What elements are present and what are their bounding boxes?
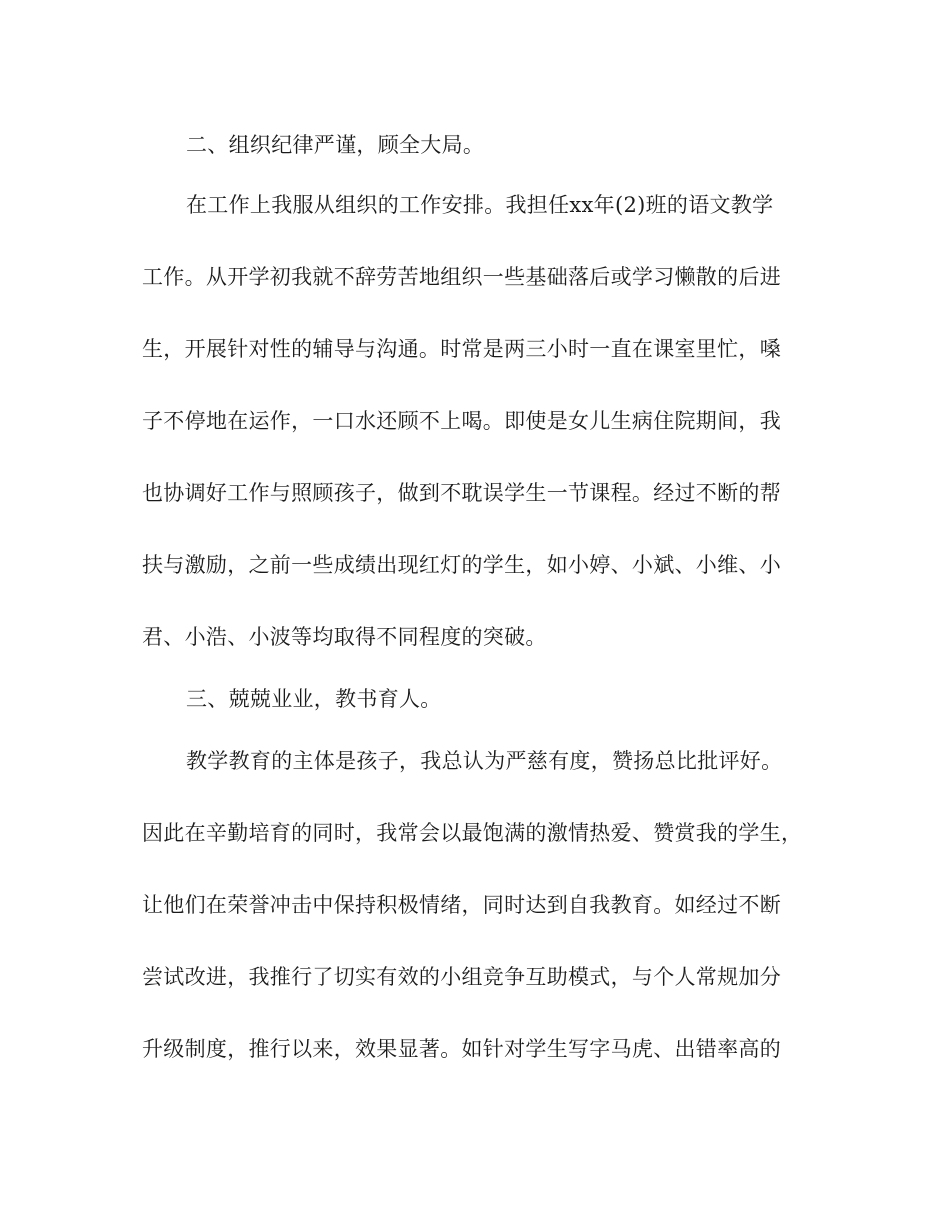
paragraph-line: 君、小浩、小波等均取得不同程度的突破。 (142, 625, 547, 649)
paragraph-line: 升级制度，推行以来，效果显著。如针对学生写字马虎、出错率高的 (142, 1037, 781, 1061)
paragraph-line: 因此在辛勤培育的同时，我常会以最饱满的激情热爱、赞赏我的学生， (142, 821, 803, 845)
paragraph-line: 让他们在荣誉冲击中保持积极情绪，同时达到自我教育。如经过不断 (142, 893, 781, 917)
paragraph-line: 扶与激励，之前一些成绩出现红灯的学生，如小婷、小斌、小维、小 (142, 553, 781, 577)
paragraph-line: 生，开展针对性的辅导与沟通。时常是两三小时一直在课室里忙，嗓 (142, 337, 781, 361)
paragraph-line: 子不停地在运作，一口水还顾不上喝。即使是女儿生病住院期间，我 (142, 409, 781, 433)
paragraph-line: 在工作上我服从组织的工作安排。我担任xx年(2)班的语文教学 (186, 193, 774, 217)
paragraph-line: 也协调好工作与照顾孩子，做到不耽误学生一节课程。经过不断的帮 (142, 481, 781, 505)
paragraph-line: 尝试改进，我推行了切实有效的小组竞争互助模式，与个人常规加分 (142, 965, 781, 989)
section-heading-3: 三、兢兢业业，教书育人。 (186, 687, 442, 711)
paragraph-line: 工作。从开学初我就不辞劳苦地组织一些基础落后或学习懒散的后进 (142, 265, 781, 289)
section-heading-2: 二、组织纪律严谨，顾全大局。 (186, 133, 485, 157)
paragraph-line: 教学教育的主体是孩子，我总认为严慈有度，赞扬总比批评好。 (186, 749, 783, 773)
